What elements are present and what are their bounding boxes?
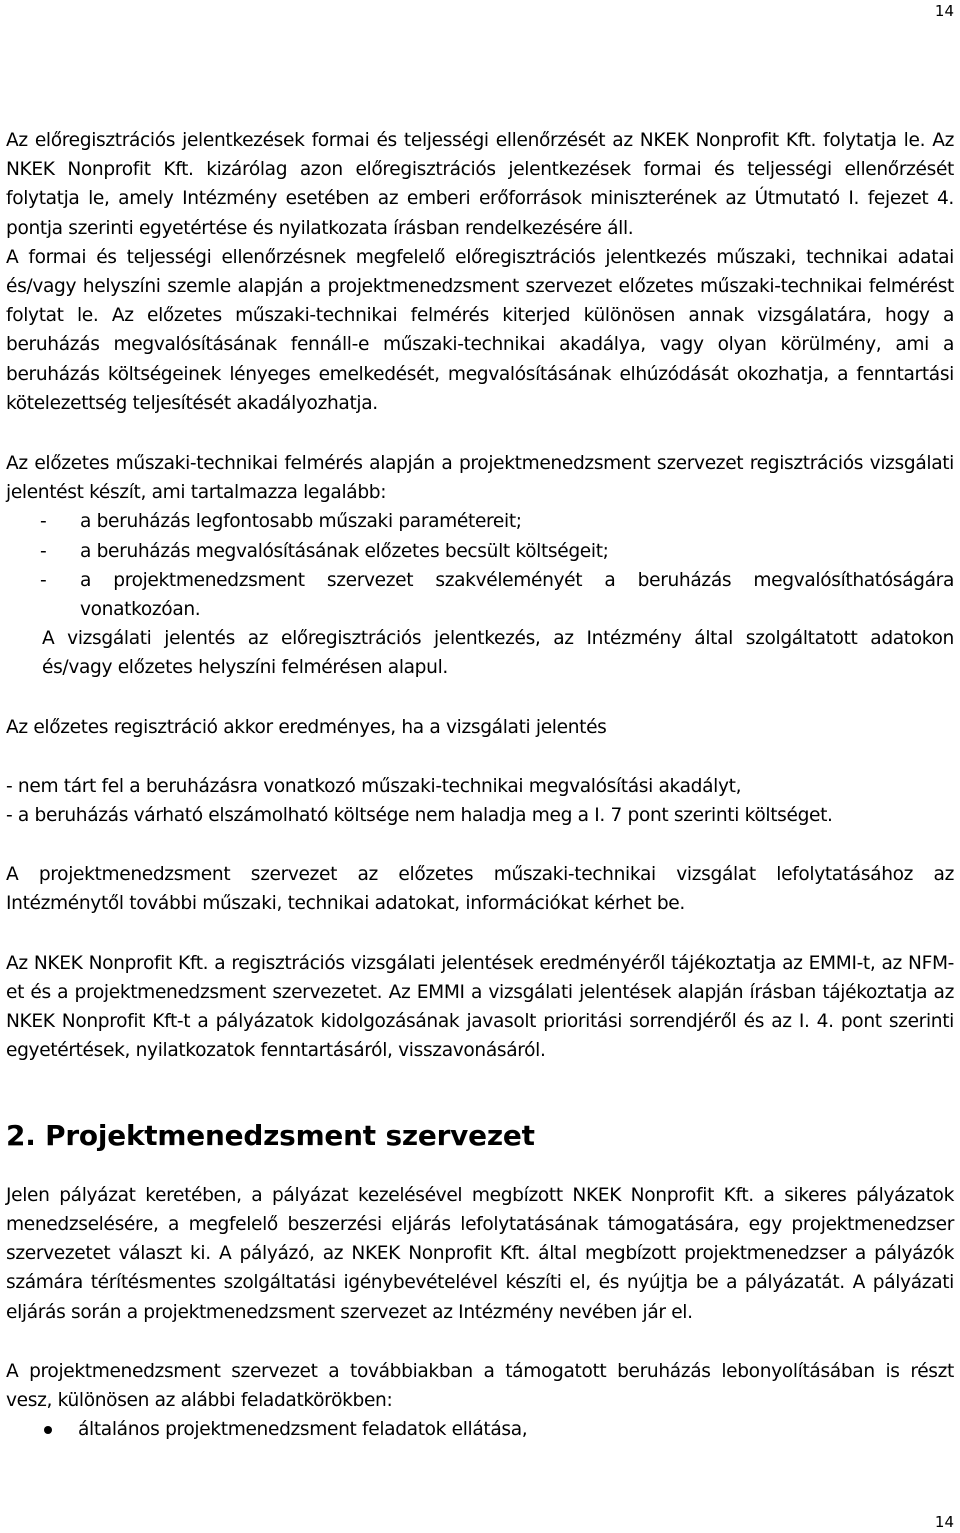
page-number-top: 14: [934, 2, 954, 20]
paragraph-emmi-notification: Az NKEK Nonprofit Kft. a regisztrációs vizsgálati jelentések eredményéről tájékoztatja az EMMI-t, az NFM-et és a projektmenedzsment szervezetet. Az EMMI a vizsgálati jelentések alapján írásban tájékoztatja az NKEK Nonprofit Kft-t a pályázatok kidolgozásának javasolt prioritási sorrendjéről és az I. 4. pont szerinti egyetértések, nyilatkozatok fenntartásáról, visszavonásáról.: [6, 952, 954, 1062]
list-item-text: a beruházás megvalósításának előzetes becsült költségeit;: [80, 540, 609, 562]
paragraph-registration-success: Az előzetes regisztráció akkor eredményes, ha a vizsgálati jelentés: [6, 716, 607, 738]
section-heading: 2. Projektmenedzsment szervezet: [6, 1119, 535, 1153]
list-item: [6, 566, 954, 624]
paragraph-report-basis: A vizsgálati jelentés az előregisztrációs jelentkezés, az Intézmény által szolgáltatott adatokon és/vagy előzetes helyszíni felmérésen alapul.: [42, 628, 954, 679]
condition-line-1: - nem tárt fel a beruházásra vonatkozó műszaki-technikai megvalósítási akadályt,: [6, 775, 742, 797]
dash-marker: -: [40, 511, 47, 533]
list-item-text: a beruházás legfontosabb műszaki paramétereit;: [80, 511, 522, 533]
bullet-icon: [44, 1426, 52, 1434]
list-item-text: a projektmenedzsment szervezet szakvéleményét a beruházás megvalósíthatóságára vonatkozóan.: [80, 569, 954, 621]
tasks-list: [6, 1415, 954, 1444]
list-item: [6, 507, 954, 536]
paragraph-preregistration-check: Az előregisztrációs jelentkezések formai és teljességi ellenőrzését az NKEK Nonprofit Kft. folytatja le. Az NKEK Nonprofit Kft. kizárólag azon előregisztrációs jelentkezések formai és teljességi ellenőrzését folytatja le, amely Intézmény esetében az emberi erőforrások miniszterének az Útmutató I. fejezet 4. pontja szerinti egyetértése és nyilatkozata írásban rendelkezésére áll.: [6, 130, 954, 239]
paragraph-technical-survey: A formai és teljességi ellenőrzésnek megfelelő előregisztrációs jelentkezés műszaki, technikai adatai és/vagy helyszíni szemle alapján a projektmenedzsment szervezet előzetes műszaki-technikai felmérést folytat le. Az előzetes műszaki-technikai felmérés kiterjed különösen annak vizsgálatára, hogy a beruházás megvalósításának fennáll-e műszaki-technikai akadálya, vagy olyan körülmény, ami a beruházás költségeinek lényeges emelkedését, megvalósításának elhúzódását okozhatja, a fenntartási kötelezettség teljesítését akadályozhatja.: [6, 246, 954, 414]
condition-line-2: - a beruházás várható elszámolható költsége nem haladja meg a I. 7 pont szerinti költséget.: [6, 805, 833, 827]
paragraph-additional-data: A projektmenedzsment szervezet az előzetes műszaki-technikai vizsgálat lefolytatásához az Intézménytől további műszaki, technikai adatokat, információkat kérhet be.: [6, 864, 954, 915]
dash-marker: -: [40, 569, 47, 591]
paragraph-project-manager-tasks: A projektmenedzsment szervezet a továbbiakban a támogatott beruházás lebonyolításában is részt vesz, különösen az alábbi feladatkörökben:: [6, 1360, 954, 1411]
page-content: [6, 126, 954, 1444]
list-item-text: általános projektmenedzsment feladatok ellátása,: [78, 1419, 528, 1441]
page-number-bottom: 14: [934, 1513, 954, 1531]
paragraph-report-contents: Az előzetes műszaki-technikai felmérés alapján a projektmenedzsment szervezet regisztrációs vizsgálati jelentést készít, ami tartalmazza legalább:: [6, 453, 954, 504]
list-item: [6, 537, 954, 566]
dash-marker: -: [40, 540, 47, 562]
report-contents-list: [6, 507, 954, 624]
list-item: [6, 1415, 954, 1444]
paragraph-project-manager-selection: Jelen pályázat keretében, a pályázat kezelésével megbízott NKEK Nonprofit Kft. a sikeres pályázatok menedzselésére, a megfelelő beszerzési eljárás lefolytatásának támogatására, egy projektmenedzser szervezetet választ ki. A pályázó, az NKEK Nonprofit Kft. által megbízott projektmenedzser a pályázók számára térítésmentes szolgáltatási igénybevételével készíti el, és nyújtja be a pályázatát. A pályázati eljárás során a projektmenedzsment szervezet az Intézmény nevében jár el.: [6, 1184, 954, 1323]
